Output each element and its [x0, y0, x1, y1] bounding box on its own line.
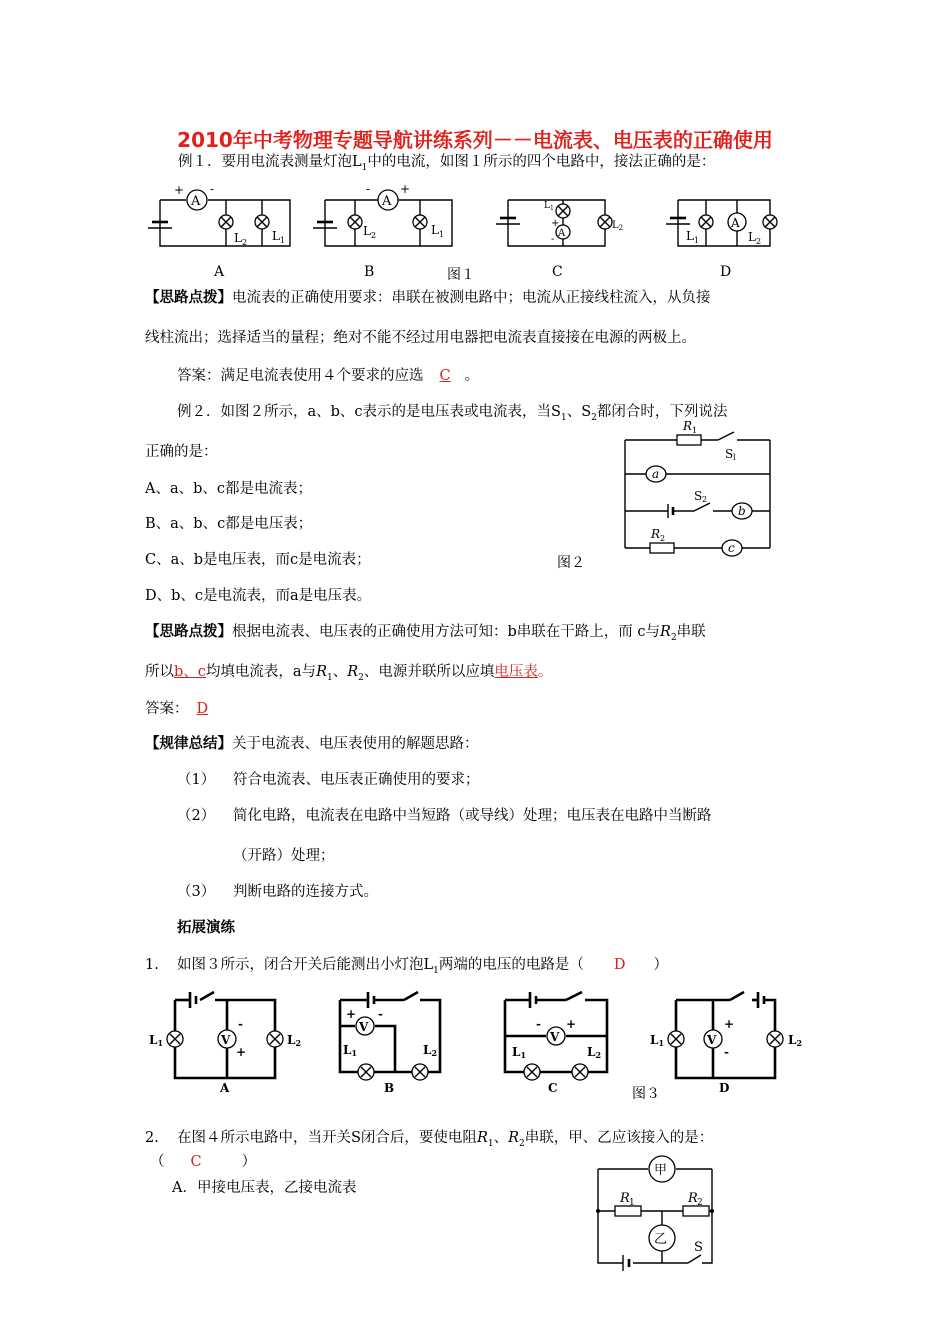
svg-text:D: D	[719, 1081, 730, 1095]
ex2-option-a: A、a、b、c都是电流表；	[145, 481, 313, 497]
svg-text:L2: L2	[788, 1033, 803, 1048]
circuit-1c	[496, 200, 623, 246]
svg-text:A: A	[220, 1081, 230, 1095]
practice-q1: 1. 如图３所示，闭合开关后能测出小灯泡$L_1$两端的电压的电路是（ D ）	[145, 957, 669, 976]
svg-text:A: A	[731, 216, 740, 230]
svg-text:C: C	[548, 1081, 558, 1095]
svg-text:A: A	[382, 194, 392, 209]
figure2-circuit	[0, 410, 950, 555]
svg-text:V: V	[707, 1033, 717, 1047]
svg-text:+: +	[174, 183, 185, 197]
svg-text:+: +	[346, 1007, 357, 1021]
svg-text:L1: $L_1$	[686, 229, 700, 245]
svg-text:S: S	[725, 447, 734, 461]
svg-text:+: +	[551, 218, 560, 229]
svg-text:l: l	[733, 453, 736, 462]
svg-text:L2: L2	[587, 1045, 602, 1060]
svg-text:L2: $L_2$	[363, 224, 377, 240]
ex2-question-line1: 例２．如图２所示，a、b、c表示的是电压表或电流表，当$S_1$、$S_2$都闭合时，下列说法	[177, 404, 728, 423]
svg-text:-: -	[536, 1017, 541, 1031]
summary-heading: 【规律总结】关于电流表、电压表使用的解题思路：	[145, 736, 479, 752]
svg-text:-: -	[210, 182, 215, 196]
svg-text:c: c	[728, 541, 735, 555]
practice-q2-option-a: A．甲接电压表，乙接电流表	[172, 1180, 357, 1196]
svg-text:+: +	[724, 1017, 735, 1031]
svg-text:L1: L1	[512, 1045, 527, 1060]
svg-text:R: R	[683, 419, 693, 433]
svg-text:+: +	[566, 1017, 577, 1031]
summary-item-2: （2） 简化电路，电流表在电路中当短路（或导线）处理；电压表在电路中当断路	[177, 808, 712, 824]
summary-item-2-cont: （开路）处理；	[233, 848, 335, 864]
svg-text:L1: $L_1$	[431, 223, 445, 239]
svg-text:-: -	[551, 234, 555, 245]
ex2-answer: 答案： D	[145, 701, 209, 717]
fig1-option-c: C	[552, 264, 563, 280]
figure3-circuits	[0, 988, 950, 1098]
fig3-caption: 图３	[632, 1086, 660, 1102]
fig1-option-a: A	[214, 264, 225, 280]
svg-text:2: 2	[697, 1198, 703, 1208]
svg-text:L1: $L_1$	[272, 229, 286, 245]
practice-heading: 拓展演练	[177, 920, 235, 936]
svg-text:L2: L2	[423, 1043, 438, 1058]
svg-text:S: S	[694, 1240, 703, 1255]
svg-text:V: V	[550, 1030, 560, 1044]
fig1-option-b: B	[364, 264, 375, 280]
fig1-caption: 图１	[447, 267, 475, 283]
svg-text:V: V	[221, 1033, 231, 1047]
ex1-hint-line1: 【思路点拨】电流表的正确使用要求：串联在被测电路中；电流从正接线柱流入，从负接	[145, 290, 711, 306]
svg-text:R: R	[688, 1191, 698, 1206]
ex2-hint-line1: 【思路点拨】根据电流表、电压表的正确使用方法可知：b串联在干路上，而 c与$R_2$串联	[145, 624, 706, 643]
svg-text:L2: L2	[287, 1033, 302, 1048]
summary-item-3: （3） 判断电路的连接方式。	[177, 884, 378, 900]
circuit-1b	[313, 182, 452, 246]
svg-text:甲: 甲	[654, 1163, 668, 1178]
circuit-3b	[340, 992, 440, 1095]
svg-text:-: -	[724, 1045, 729, 1059]
svg-text:S: S	[694, 489, 703, 503]
svg-text:L2: $L_2$	[612, 220, 624, 232]
figure1-circuits	[0, 178, 950, 258]
page-title: 2010年中考物理专题导航讲练系列－－电流表、电压表的正确使用	[177, 128, 773, 152]
svg-text:1: 1	[692, 426, 698, 435]
svg-text:A: A	[558, 228, 566, 239]
circuit-3c	[505, 992, 607, 1095]
svg-text:-: -	[238, 1017, 243, 1031]
svg-text:L1: L1	[343, 1043, 358, 1058]
fig1-option-d: D	[720, 264, 732, 280]
ex1-answer: 答案：满足电流表使用４个要求的应选 C 。	[177, 368, 480, 384]
summary-item-1: （1） 符合电流表、电压表正确使用的要求；	[177, 772, 480, 788]
svg-text:2: 2	[660, 534, 666, 543]
svg-text:L2: $L_2$	[234, 231, 248, 247]
svg-text:+: +	[400, 182, 411, 196]
svg-text:R: R	[620, 1191, 630, 1206]
svg-text:+: +	[236, 1045, 247, 1059]
ex2-option-d: D、b、c是电流表，而a是电压表。	[145, 588, 372, 604]
ex2-hint-line2: 所以b、c均填电流表，a与$R_1$、$R_2$、电源并联所以应填电压表。	[145, 664, 553, 683]
ex2-option-c: C、a、b是电压表，而c是电流表；	[145, 552, 371, 568]
svg-text:V: V	[359, 1020, 369, 1034]
ex2-question-line2: 正确的是：	[145, 444, 218, 460]
ex2-option-b: B、a、b、c都是电压表；	[145, 516, 313, 532]
svg-text:-: -	[378, 1007, 383, 1021]
svg-text:L1: L1	[149, 1033, 164, 1048]
svg-text:2: 2	[702, 495, 708, 504]
svg-text:1: 1	[629, 1198, 635, 1208]
circuit-3a	[149, 992, 301, 1095]
circuit-1d	[666, 200, 777, 246]
circuit-3d	[650, 992, 802, 1095]
circuit-1a	[148, 182, 290, 247]
svg-text:b: b	[738, 504, 746, 518]
svg-text:L1: $L_1$	[544, 201, 554, 212]
fig2-caption: 图２	[557, 555, 585, 571]
svg-text:a: a	[652, 467, 660, 481]
svg-text:A: A	[191, 194, 201, 209]
svg-text:乙: 乙	[654, 1232, 668, 1247]
svg-text:L1: L1	[650, 1033, 665, 1048]
ex1-question: 例１．要用电流表测量灯泡$L_1$中的电流，如图１所示的四个电路中，接法正确的是：	[178, 154, 716, 173]
figure4-circuit	[0, 1155, 950, 1275]
ex1-hint-line2: 线柱流出；选择适当的量程；绝对不能不经过用电器把电流表直接接在电源的两极上。	[145, 330, 696, 346]
svg-text:R: R	[651, 527, 661, 541]
practice-q2-answer: （ C ）	[150, 1154, 257, 1170]
svg-text:-: -	[366, 182, 371, 196]
svg-text:B: B	[384, 1081, 395, 1095]
practice-q2: 2. 在图４所示电路中，当开关S闭合后，要使电阻$R_1$、$R_2$串联，甲、乙应该接入的是：	[145, 1130, 714, 1149]
svg-text:L2: $L_2$	[748, 230, 762, 246]
